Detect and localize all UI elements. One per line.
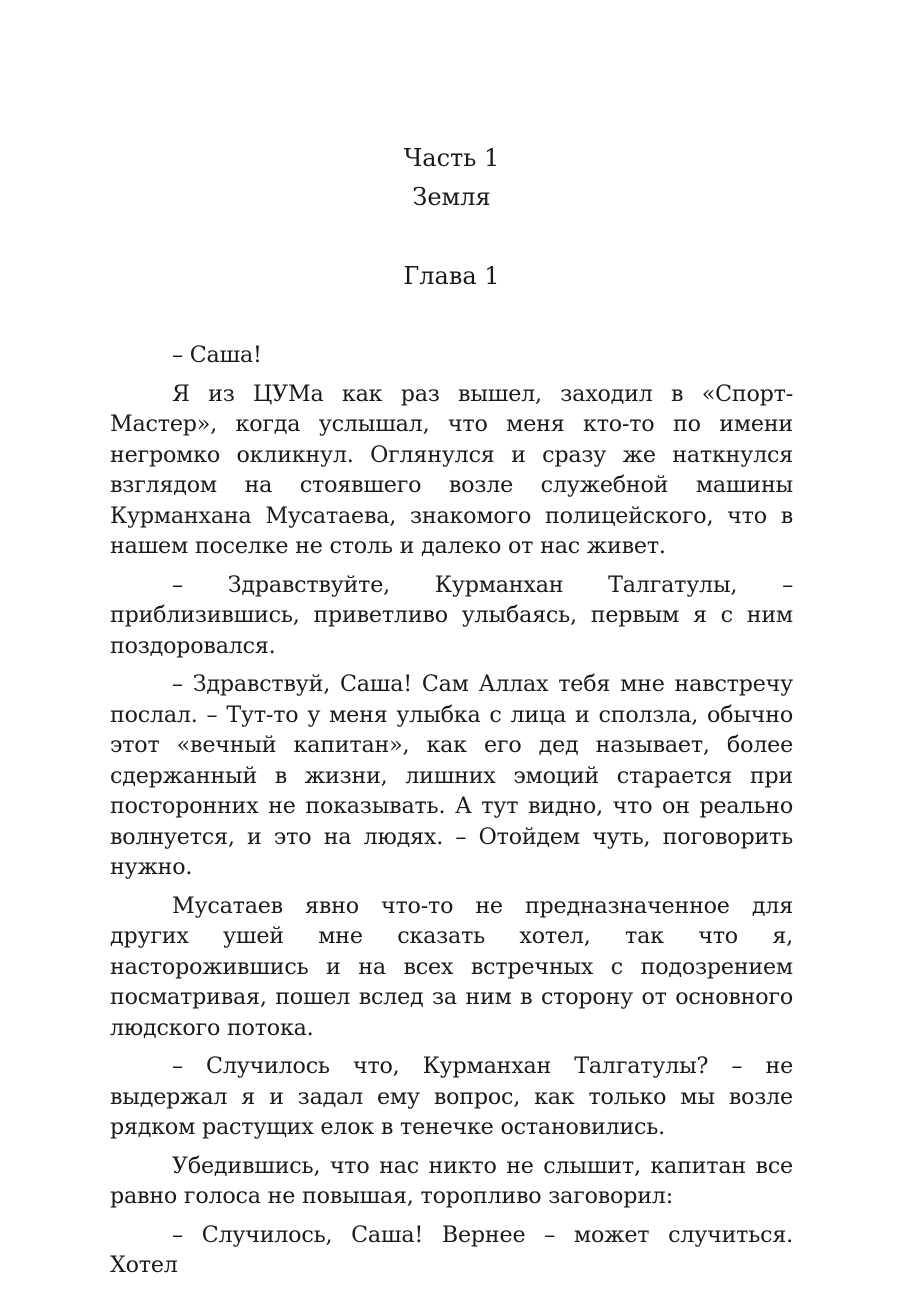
- paragraph: Я из ЦУМа как раз вышел, заходил в «Спорт-Мастер», когда услышал, что меня кто-то по имени негромко окликнул. Оглянулся и сразу же наткнулся взглядом на стоявшего возле служебной машины Курманхана Мусатаева, знакомого полицейского, что в нашем поселке не столь и далеко от нас живет.: [110, 380, 793, 559]
- paragraph: – Здравствуйте, Курманхан Талгатулы, – приблизившись, приветливо улыбаясь, первым я с ним поздоровался.: [110, 571, 793, 659]
- paragraph: – Случилось что, Курманхан Талгатулы? – не выдержал я и задал ему вопрос, как только мы возле рядком растущих елок в тенечке остановились.: [110, 1053, 793, 1140]
- paragraph: – Здравствуй, Саша! Сам Аллах тебя мне навстречу послал. – Тут-то у меня улыбка с лица и сползла, обычно этот «вечный капитан», как его дед называет, более сдержанный в жизни, лишних эмоций старается при посторонних не показывать. А тут видно, что он реально волнуется, и это на людях. – Отойдем чуть, поговорить нужно.: [110, 671, 793, 880]
- part-title: Земля: [412, 183, 491, 211]
- book-page: [110, 0, 793, 1278]
- paragraph: – Саша!: [172, 342, 262, 368]
- part-number: Часть 1: [403, 144, 500, 172]
- paragraph: Убедившись, что нас никто не слышит, капитан все равно голоса не повышая, торопливо заговорил:: [110, 1152, 793, 1209]
- chapter-text: [110, 340, 793, 1289]
- paragraph: Мусатаев явно что-то не предназначенное для других ушей мне сказать хотел, так что я, насторожившись и на всех встречных с подозрением посматривая, пошел вслед за ним в сторону от основного людского потока.: [110, 892, 793, 1041]
- chapter-title: Глава 1: [403, 262, 500, 290]
- paragraph: – Случилось, Саша! Вернее – может случиться. Хотел: [110, 1221, 793, 1278]
